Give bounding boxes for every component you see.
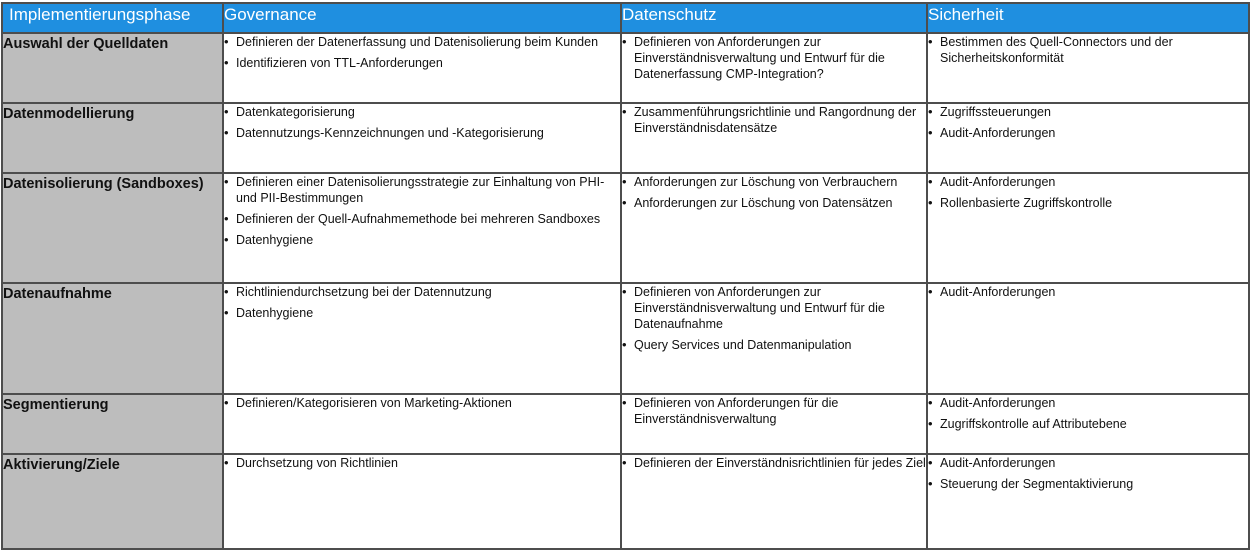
list-item: • Definieren von Anforderungen zur Einverständnisverwaltung und Entwurf für die Datenaufnahme — [622, 284, 926, 332]
header-governance: Governance — [223, 3, 621, 33]
phase-cell: Datenmodellierung — [2, 103, 223, 173]
list-item: • Definieren einer Datenisolierungsstrategie zur Einhaltung von PHI- und PII-Bestimmungen — [224, 174, 620, 206]
table-row — [2, 454, 1249, 549]
governance-list — [224, 34, 620, 71]
sicherheit-cell — [927, 394, 1249, 454]
phase-cell: Segmentierung — [2, 394, 223, 454]
header-sicherheit: Sicherheit — [927, 3, 1249, 33]
governance-cell — [223, 103, 621, 173]
table-row — [2, 394, 1249, 454]
list-item: • Audit-Anforderungen — [928, 174, 1248, 190]
sicherheit-cell — [927, 103, 1249, 173]
list-item: • Datenhygiene — [224, 305, 620, 321]
list-item: • Datenkategorisierung — [224, 104, 620, 120]
governance-cell — [223, 33, 621, 103]
list-item: • Datennutzungs-Kennzeichnungen und -Kategorisierung — [224, 125, 620, 141]
list-item: • Query Services und Datenmanipulation — [622, 337, 926, 353]
sicherheit-cell — [927, 173, 1249, 283]
sicherheit-list — [928, 34, 1248, 66]
datenschutz-list — [622, 174, 926, 211]
list-item: • Anforderungen zur Löschung von Verbrauchern — [622, 174, 926, 190]
datenschutz-cell — [621, 283, 927, 394]
phase-cell: Datenaufnahme — [2, 283, 223, 394]
sicherheit-list — [928, 455, 1248, 492]
governance-list — [224, 174, 620, 248]
list-item: • Definieren der Datenerfassung und Datenisolierung beim Kunden — [224, 34, 620, 50]
header-phase: Implementierungsphase — [2, 3, 223, 33]
list-item: • Richtliniendurchsetzung bei der Datennutzung — [224, 284, 620, 300]
sicherheit-list — [928, 174, 1248, 211]
sicherheit-list — [928, 284, 1248, 300]
header-row — [2, 3, 1249, 33]
datenschutz-list — [622, 455, 926, 471]
list-item: • Audit-Anforderungen — [928, 395, 1248, 411]
list-item: • Zugriffssteuerungen — [928, 104, 1248, 120]
list-item: • Audit-Anforderungen — [928, 455, 1248, 471]
datenschutz-cell — [621, 173, 927, 283]
list-item: • Definieren der Einverständnisrichtlinien für jedes Ziel — [622, 455, 926, 471]
table-row — [2, 33, 1249, 103]
implementation-matrix — [1, 2, 1250, 550]
list-item: • Audit-Anforderungen — [928, 125, 1248, 141]
sicherheit-list — [928, 104, 1248, 141]
table-row — [2, 283, 1249, 394]
governance-list — [224, 395, 620, 411]
list-item: • Anforderungen zur Löschung von Datensätzen — [622, 195, 926, 211]
datenschutz-list — [622, 104, 926, 136]
list-item: • Definieren von Anforderungen für die Einverständnisverwaltung — [622, 395, 926, 427]
sicherheit-cell — [927, 454, 1249, 549]
list-item: • Datenhygiene — [224, 232, 620, 248]
list-item: • Steuerung der Segmentaktivierung — [928, 476, 1248, 492]
sicherheit-list — [928, 395, 1248, 432]
datenschutz-list — [622, 284, 926, 353]
list-item: • Zusammenführungsrichtlinie und Rangordnung der Einverständnisdatensätze — [622, 104, 926, 136]
list-item: • Definieren/Kategorisieren von Marketing-Aktionen — [224, 395, 620, 411]
table-row — [2, 173, 1249, 283]
datenschutz-cell — [621, 454, 927, 549]
list-item: • Definieren der Quell-Aufnahmemethode bei mehreren Sandboxes — [224, 211, 620, 227]
sicherheit-cell — [927, 33, 1249, 103]
governance-cell — [223, 394, 621, 454]
list-item: • Rollenbasierte Zugriffskontrolle — [928, 195, 1248, 211]
list-item: • Definieren von Anforderungen zur Einverständnisverwaltung und Entwurf für die Datenerfassung CMP-Integration? — [622, 34, 926, 82]
datenschutz-list — [622, 395, 926, 427]
datenschutz-cell — [621, 394, 927, 454]
sicherheit-cell — [927, 283, 1249, 394]
governance-cell — [223, 454, 621, 549]
list-item: • Audit-Anforderungen — [928, 284, 1248, 300]
phase-cell: Aktivierung/Ziele — [2, 454, 223, 549]
phase-cell: Datenisolierung (Sandboxes) — [2, 173, 223, 283]
datenschutz-cell — [621, 103, 927, 173]
list-item: • Bestimmen des Quell-Connectors und der Sicherheitskonformität — [928, 34, 1248, 66]
table-row — [2, 103, 1249, 173]
list-item: • Durchsetzung von Richtlinien — [224, 455, 620, 471]
phase-cell: Auswahl der Quelldaten — [2, 33, 223, 103]
governance-list — [224, 455, 620, 471]
governance-cell — [223, 283, 621, 394]
list-item: • Identifizieren von TTL-Anforderungen — [224, 55, 620, 71]
header-datenschutz: Datenschutz — [621, 3, 927, 33]
list-item: • Zugriffskontrolle auf Attributebene — [928, 416, 1248, 432]
datenschutz-cell — [621, 33, 927, 103]
governance-cell — [223, 173, 621, 283]
governance-list — [224, 104, 620, 141]
datenschutz-list — [622, 34, 926, 82]
governance-list — [224, 284, 620, 321]
